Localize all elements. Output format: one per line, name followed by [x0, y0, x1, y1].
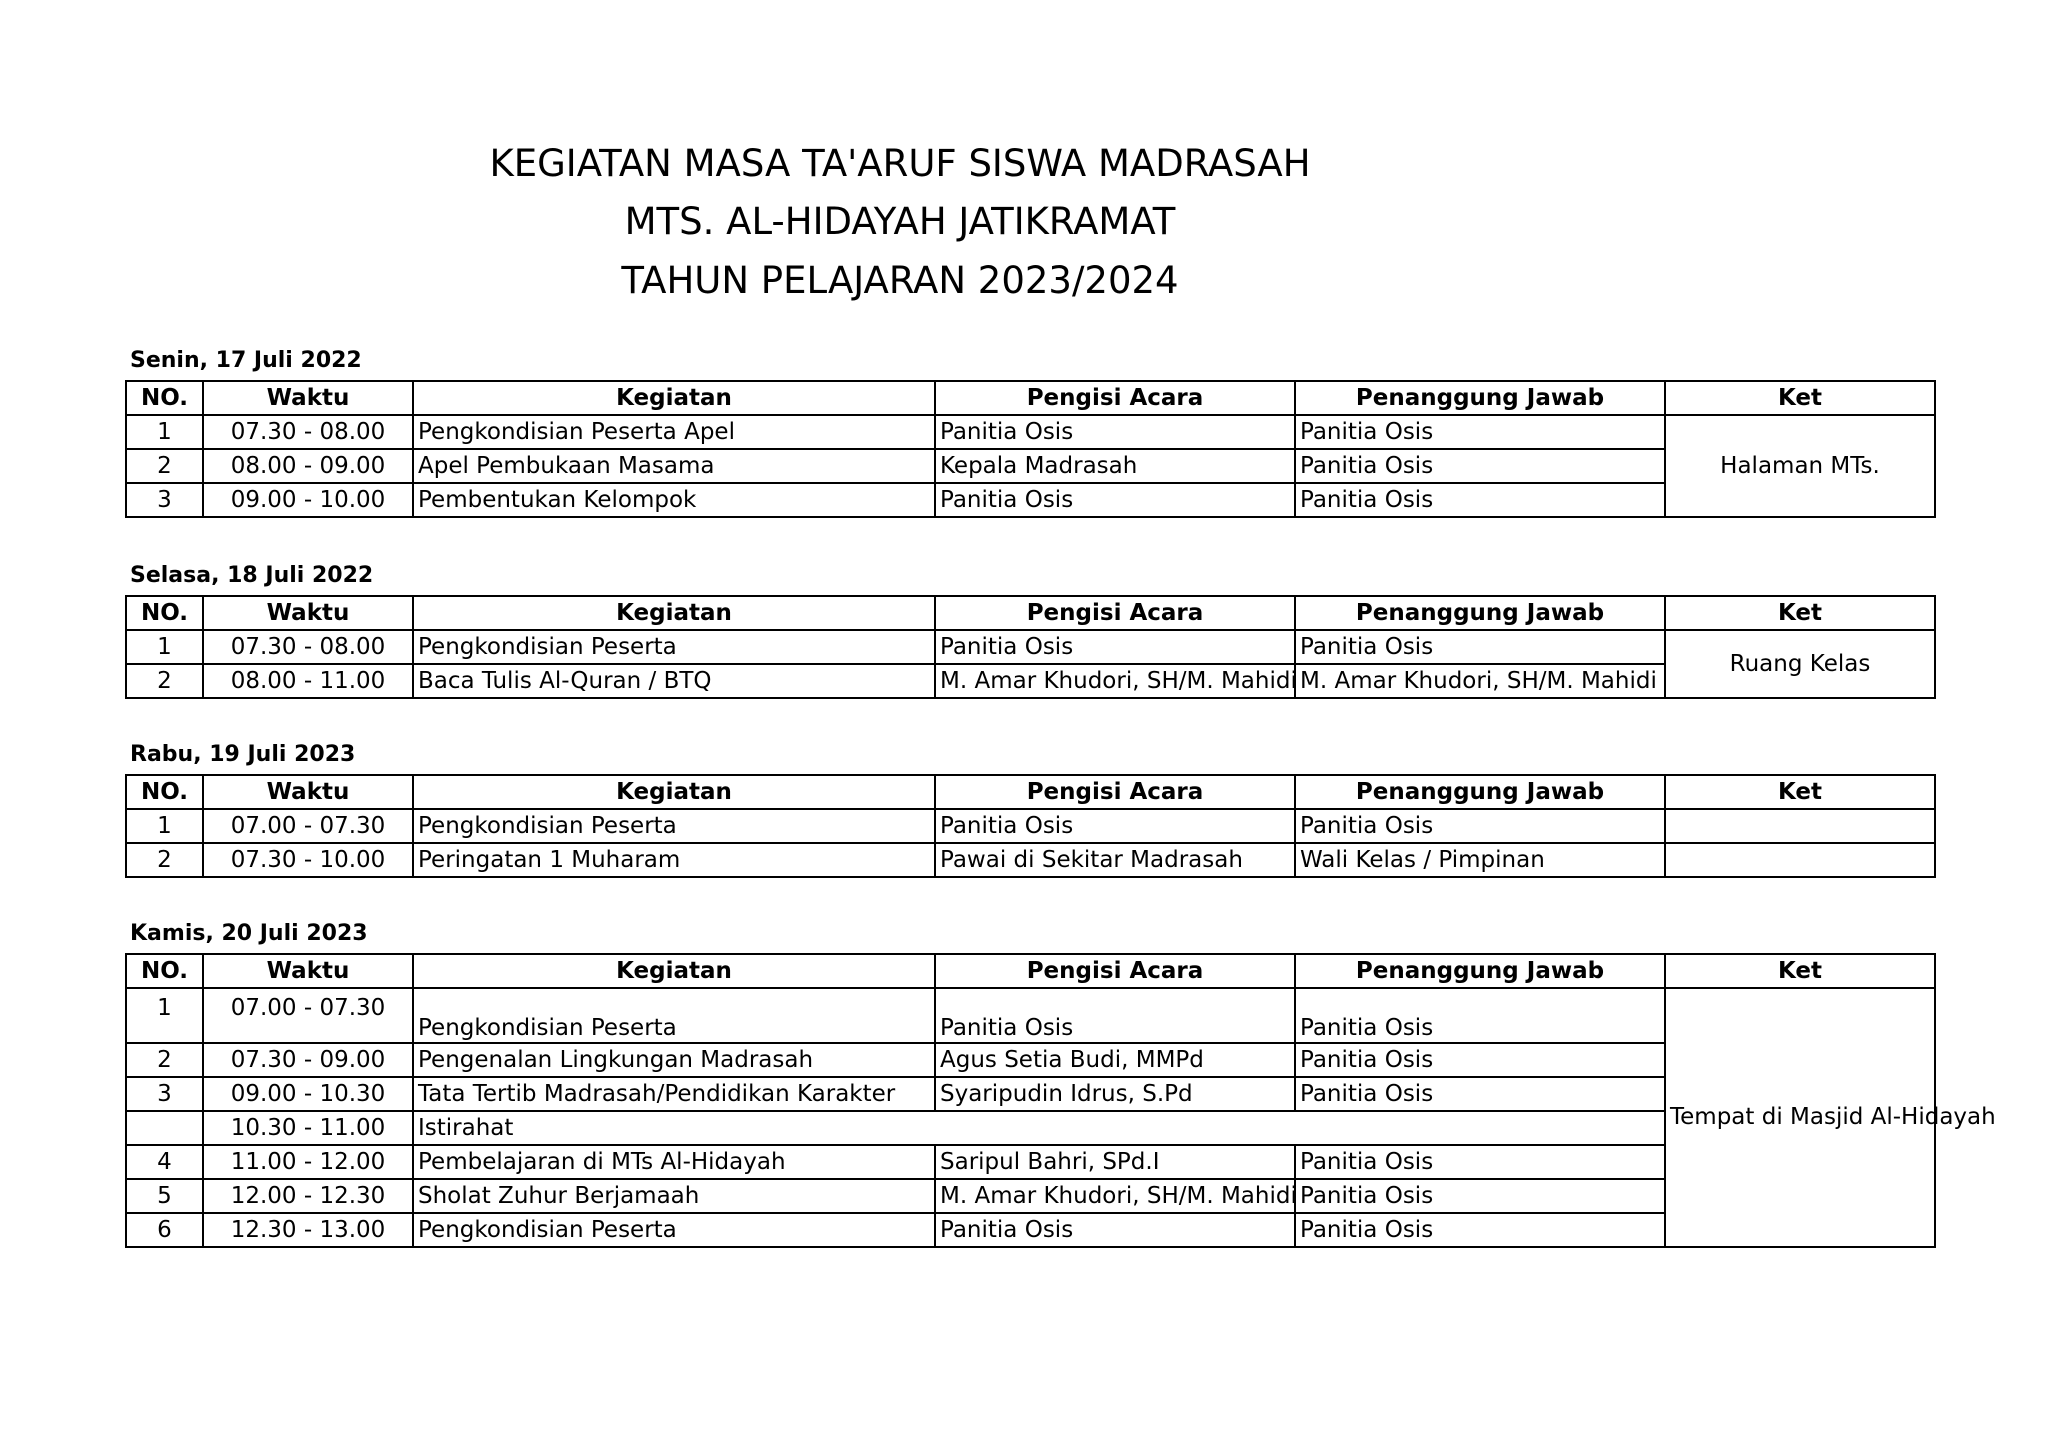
schedule-table-selasa	[125, 595, 1936, 699]
schedule-table-kamis	[125, 953, 1996, 1248]
schedule-table-rabu	[125, 774, 1936, 878]
cell-penanggung: Panitia Osis	[1295, 483, 1665, 517]
cell-waktu: 07.00 - 07.30	[203, 809, 413, 843]
cell-kegiatan: Pembelajaran di MTs Al-Hidayah	[413, 1145, 935, 1179]
cell-pengisi: Panitia Osis	[935, 988, 1295, 1043]
table-row-break	[126, 1111, 1935, 1145]
cell-no: 2	[126, 664, 203, 698]
cell-no: 1	[126, 809, 203, 843]
cell-no: 4	[126, 1145, 203, 1179]
cell-pengisi: Panitia Osis	[935, 809, 1295, 843]
cell-waktu: 08.00 - 09.00	[203, 449, 413, 483]
cell-kegiatan: Pembentukan Kelompok	[413, 483, 935, 517]
cell-waktu: 12.30 - 13.00	[203, 1213, 413, 1247]
col-header-pengisi: Pengisi Acara	[935, 596, 1295, 630]
cell-penanggung: Panitia Osis	[1295, 1213, 1665, 1247]
cell-kegiatan: Istirahat	[413, 1111, 1665, 1145]
table-row	[126, 1145, 1935, 1179]
col-header-no: NO.	[126, 775, 203, 809]
cell-ket	[1665, 809, 1935, 843]
cell-no: 2	[126, 449, 203, 483]
cell-no: 2	[126, 1043, 203, 1077]
cell-kegiatan: Pengkondisian Peserta	[413, 809, 935, 843]
cell-penanggung: Panitia Osis	[1295, 630, 1665, 664]
schedule-table-senin	[125, 380, 1936, 518]
cell-kegiatan: Peringatan 1 Muharam	[413, 843, 935, 877]
cell-kegiatan: Pengkondisian Peserta	[413, 988, 935, 1043]
col-header-waktu: Waktu	[203, 775, 413, 809]
cell-no: 3	[126, 483, 203, 517]
day-label-selasa: Selasa, 18 Juli 2022	[130, 563, 374, 588]
day-label-senin: Senin, 17 Juli 2022	[130, 348, 362, 373]
cell-pengisi: Kepala Madrasah	[935, 449, 1295, 483]
col-header-pengisi: Pengisi Acara	[935, 775, 1295, 809]
table-row	[126, 988, 1935, 1043]
cell-waktu: 07.30 - 09.00	[203, 1043, 413, 1077]
cell-penanggung: Panitia Osis	[1295, 1179, 1665, 1213]
cell-ket: Ruang Kelas	[1665, 630, 1935, 698]
cell-waktu: 07.30 - 08.00	[203, 415, 413, 449]
cell-kegiatan: Pengenalan Lingkungan Madrasah	[413, 1043, 935, 1077]
col-header-no: NO.	[126, 381, 203, 415]
table-row	[126, 809, 1935, 843]
table-header-row	[126, 954, 1935, 988]
cell-penanggung: Panitia Osis	[1295, 1077, 1665, 1111]
table-row	[126, 483, 1935, 517]
cell-pengisi: Saripul Bahri, SPd.I	[935, 1145, 1295, 1179]
cell-kegiatan: Sholat Zuhur Berjamaah	[413, 1179, 935, 1213]
cell-ket: Tempat di Masjid Al-Hidayah	[1665, 988, 1935, 1247]
cell-no: 3	[126, 1077, 203, 1111]
table-header-row	[126, 381, 1935, 415]
col-header-pengisi: Pengisi Acara	[935, 381, 1295, 415]
cell-pengisi: Panitia Osis	[935, 630, 1295, 664]
table-row	[126, 843, 1935, 877]
day-label-rabu: Rabu, 19 Juli 2023	[130, 742, 356, 767]
col-header-ket: Ket	[1665, 596, 1935, 630]
cell-pengisi: M. Amar Khudori, SH/M. Mahidi	[935, 1179, 1295, 1213]
col-header-kegiatan: Kegiatan	[413, 954, 935, 988]
cell-penanggung: Panitia Osis	[1295, 809, 1665, 843]
table-row	[126, 664, 1935, 698]
cell-penanggung: Panitia Osis	[1295, 988, 1665, 1043]
col-header-waktu: Waktu	[203, 596, 413, 630]
col-header-kegiatan: Kegiatan	[413, 381, 935, 415]
table-row	[126, 1043, 1935, 1077]
cell-waktu: 09.00 - 10.30	[203, 1077, 413, 1111]
cell-pengisi: Panitia Osis	[935, 1213, 1295, 1247]
cell-penanggung: M. Amar Khudori, SH/M. Mahidi	[1295, 664, 1665, 698]
cell-kegiatan: Apel Pembukaan Masama	[413, 449, 935, 483]
day-label-kamis: Kamis, 20 Juli 2023	[130, 921, 368, 946]
table-row	[126, 449, 1935, 483]
table-row	[126, 1213, 1935, 1247]
col-header-penanggung: Penanggung Jawab	[1295, 775, 1665, 809]
cell-waktu: 10.30 - 11.00	[203, 1111, 413, 1145]
cell-waktu: 07.30 - 10.00	[203, 843, 413, 877]
cell-penanggung: Panitia Osis	[1295, 415, 1665, 449]
col-header-no: NO.	[126, 954, 203, 988]
col-header-penanggung: Penanggung Jawab	[1295, 954, 1665, 988]
cell-waktu: 08.00 - 11.00	[203, 664, 413, 698]
cell-kegiatan: Pengkondisian Peserta Apel	[413, 415, 935, 449]
cell-penanggung: Panitia Osis	[1295, 1145, 1665, 1179]
col-header-ket: Ket	[1665, 775, 1935, 809]
col-header-kegiatan: Kegiatan	[413, 596, 935, 630]
col-header-waktu: Waktu	[203, 954, 413, 988]
cell-pengisi: Panitia Osis	[935, 483, 1295, 517]
cell-no: 1	[126, 630, 203, 664]
cell-no: 1	[126, 988, 203, 1043]
col-header-ket: Ket	[1665, 381, 1935, 415]
academic-year: TAHUN PELAJARAN 2023/2024	[621, 259, 1179, 302]
col-header-no: NO.	[126, 596, 203, 630]
table-row	[126, 415, 1935, 449]
cell-waktu: 07.00 - 07.30	[203, 988, 413, 1043]
table-row	[126, 1077, 1935, 1111]
cell-pengisi: Syaripudin Idrus, S.Pd	[935, 1077, 1295, 1111]
cell-waktu: 07.30 - 08.00	[203, 630, 413, 664]
cell-no: 6	[126, 1213, 203, 1247]
cell-kegiatan: Baca Tulis Al-Quran / BTQ	[413, 664, 935, 698]
col-header-ket: Ket	[1665, 954, 1935, 988]
col-header-pengisi: Pengisi Acara	[935, 954, 1295, 988]
col-header-penanggung: Penanggung Jawab	[1295, 596, 1665, 630]
table-header-row	[126, 596, 1935, 630]
cell-no: 1	[126, 415, 203, 449]
table-row	[126, 1179, 1935, 1213]
cell-ket: Halaman MTs.	[1665, 415, 1935, 517]
col-header-penanggung: Penanggung Jawab	[1295, 381, 1665, 415]
cell-pengisi: Agus Setia Budi, MMPd	[935, 1043, 1295, 1077]
cell-pengisi: M. Amar Khudori, SH/M. Mahidi	[935, 664, 1295, 698]
cell-pengisi: Pawai di Sekitar Madrasah	[935, 843, 1295, 877]
cell-waktu: 11.00 - 12.00	[203, 1145, 413, 1179]
cell-pengisi: Panitia Osis	[935, 415, 1295, 449]
col-header-waktu: Waktu	[203, 381, 413, 415]
cell-penanggung: Panitia Osis	[1295, 1043, 1665, 1077]
cell-no: 2	[126, 843, 203, 877]
cell-waktu: 12.00 - 12.30	[203, 1179, 413, 1213]
school-name: MTS. AL-HIDAYAH JATIKRAMAT	[624, 200, 1176, 243]
document-title-line-1: KEGIATAN MASA TA'ARUF SISWA MADRASAH	[489, 142, 1311, 185]
cell-no: 5	[126, 1179, 203, 1213]
cell-penanggung: Panitia Osis	[1295, 449, 1665, 483]
col-header-kegiatan: Kegiatan	[413, 775, 935, 809]
cell-kegiatan: Pengkondisian Peserta	[413, 630, 935, 664]
cell-ket	[1665, 843, 1935, 877]
cell-no	[126, 1111, 203, 1145]
cell-kegiatan: Tata Tertib Madrasah/Pendidikan Karakter	[413, 1077, 935, 1111]
cell-kegiatan: Pengkondisian Peserta	[413, 1213, 935, 1247]
table-header-row	[126, 775, 1935, 809]
cell-penanggung: Wali Kelas / Pimpinan	[1295, 843, 1665, 877]
table-row	[126, 630, 1935, 664]
cell-waktu: 09.00 - 10.00	[203, 483, 413, 517]
